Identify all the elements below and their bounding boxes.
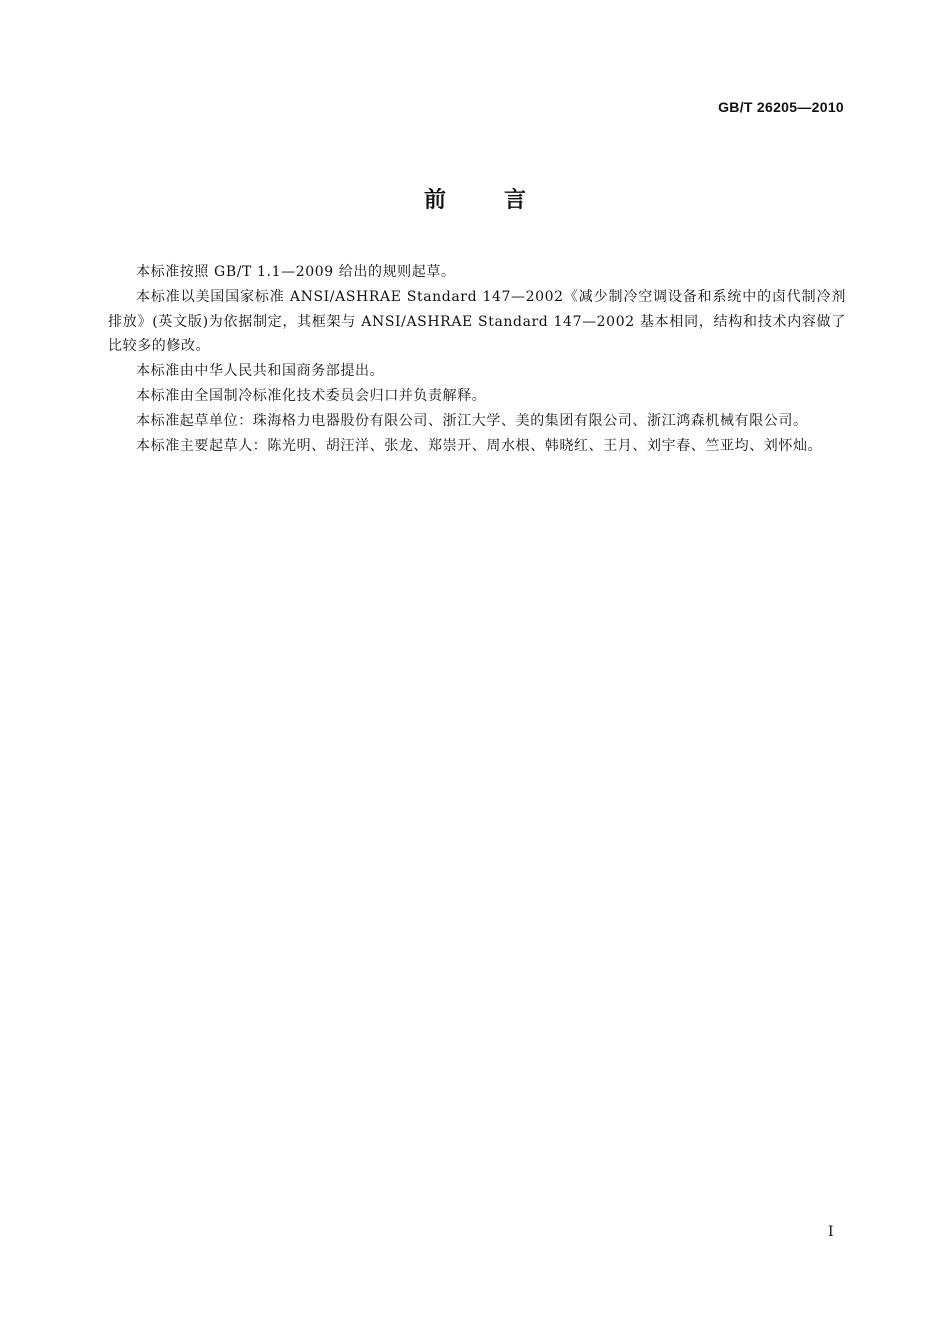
paragraph-drafters: 本标准主要起草人：陈光明、胡汪洋、张龙、郑崇开、周水根、韩晓红、王月、刘宇春、竺亚均、刘怀灿。 (136, 437, 823, 454)
paragraph-drafting-rules: 本标准按照 GB/T 1.1—2009 给出的规则起草。 (136, 264, 456, 280)
page-title: 前言 (423, 188, 584, 213)
paragraph-committee: 本标准由全国制冷标准化技术委员会归口并负责解释。 (136, 387, 487, 404)
paragraph-basis-standard: 本标准以美国国家标准 ANSI/ASHRAE Standard 147—2002《减少制冷空调设备和系统中的卤代制冷剂排放》(英文版)为依据制定，其框架与 ANSI/ASHRAE Standard 147—2002 基本相同，结构和技术内容做了比较多的修改。 (108, 288, 846, 355)
foreword-body (108, 260, 846, 458)
paragraph-proposer: 本标准由中华人民共和国商务部提出。 (136, 363, 385, 380)
standard-code: GB/T 26205—2010 (718, 99, 844, 115)
paragraph-drafting-units: 本标准起草单位：珠海格力电器股份有限公司、浙江大学、美的集团有限公司、浙江鸿森机械有限公司。 (136, 412, 808, 429)
page-number: I (828, 1224, 834, 1240)
